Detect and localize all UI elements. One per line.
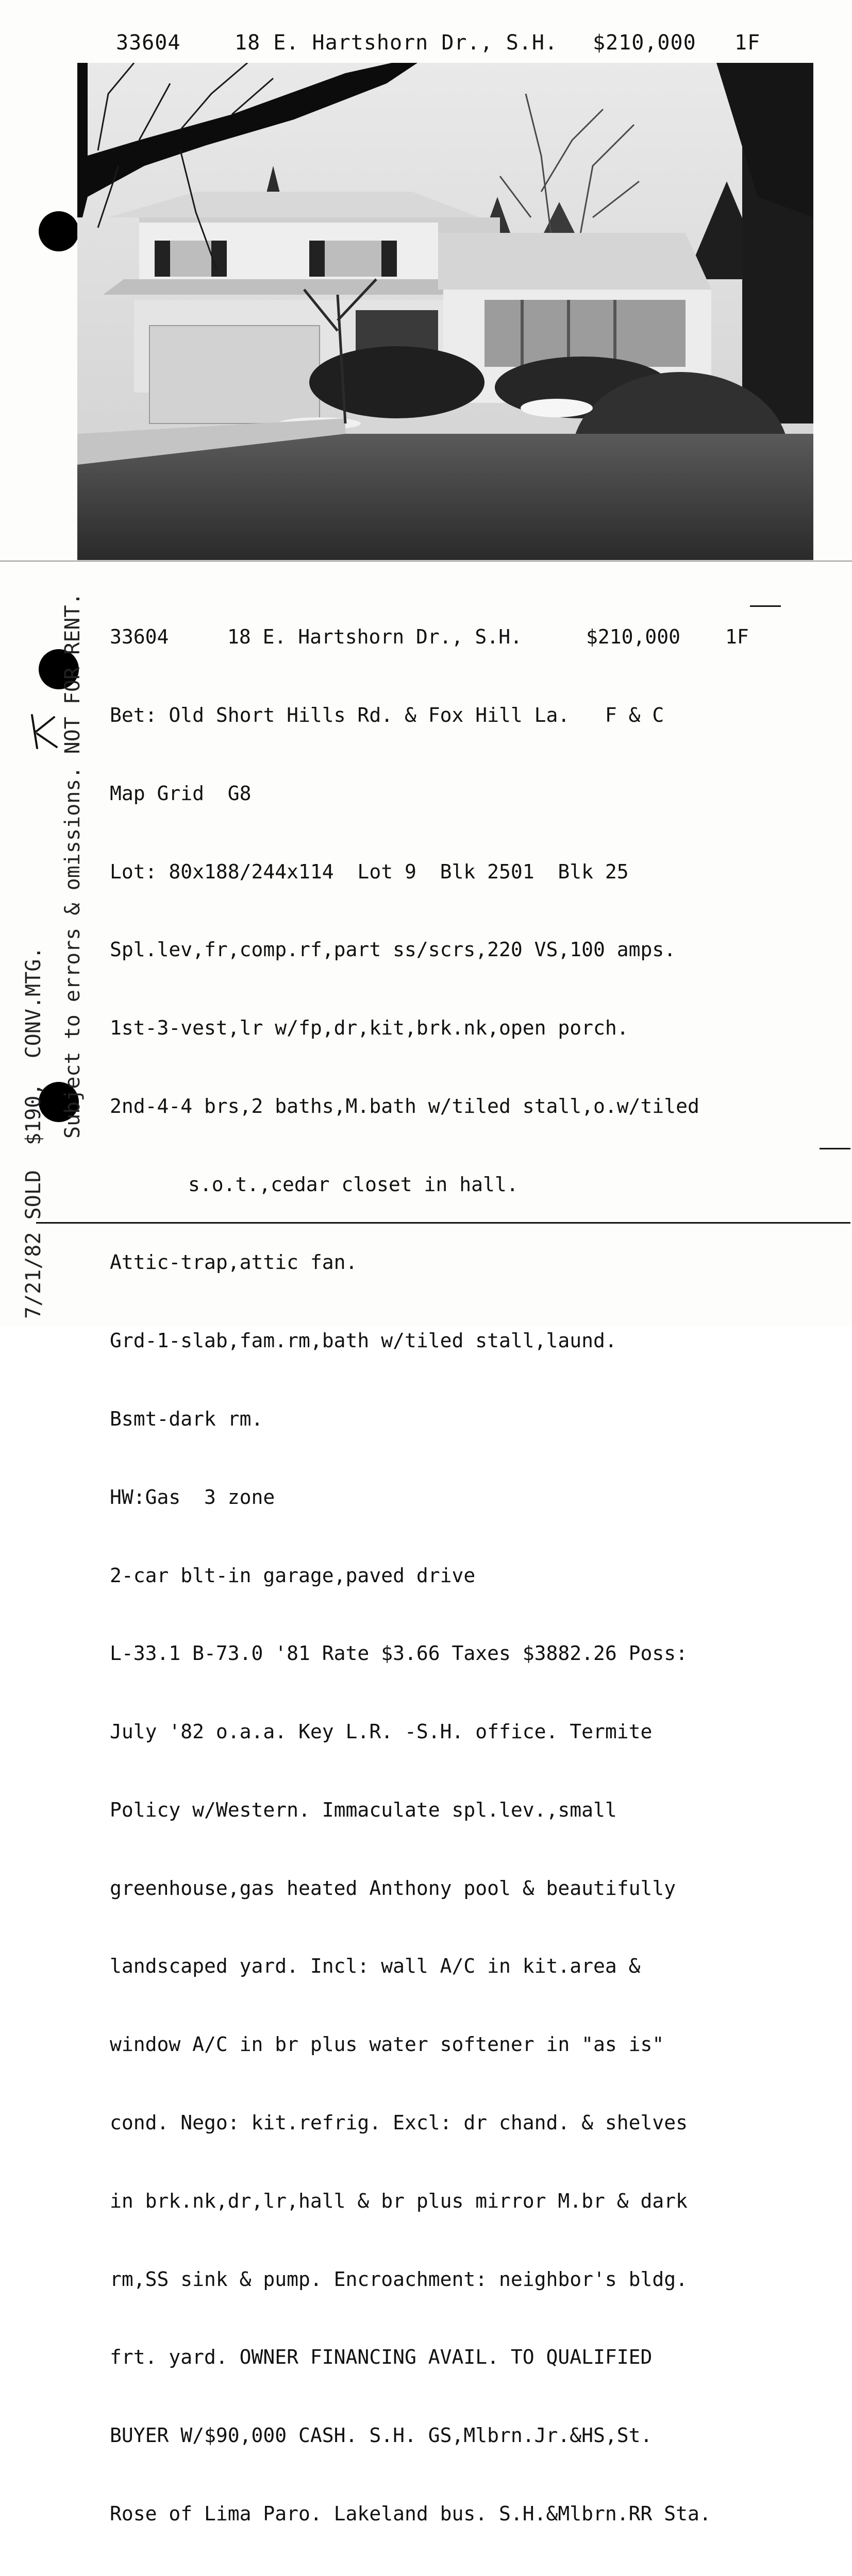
listing-line: Policy w/Western. Immaculate spl.lev.,small (110, 1798, 617, 1821)
card-cut-line (0, 561, 852, 562)
listing-line: Grd-1-slab,fam.rm,bath w/tiled stall,laund. (110, 1329, 617, 1352)
punch-hole-top (39, 211, 79, 251)
listing-line: Attic-trap,attic fan. (110, 1251, 358, 1274)
disclaimer-text: Subject to errors & omissions. NOT FOR RENT. (61, 592, 85, 1139)
listing-line: 2nd-4-4 brs,2 baths,M.bath w/tiled stall,o.w/tiled (110, 1094, 699, 1117)
top-mls-number: 33604 (116, 31, 181, 55)
listing-details (110, 572, 811, 2576)
listing-line: 1st-3-vest,lr w/fp,dr,kit,brk.nk,open porch. (110, 1016, 629, 1040)
listing-line: 2-car blt-in garage,paved drive (110, 1564, 476, 1587)
listing-line: Bsmt-dark rm. (110, 1408, 263, 1430)
listing-header-line (110, 624, 811, 650)
listing-line: cond. Nego: kit.refrig. Excl: dr chand. & shelves (110, 2111, 688, 2134)
listing-line: Rose of Lima Paro. Lakeland bus. S.H.&Mlbrn.RR Sta. (110, 2502, 711, 2525)
listing-line: HW:Gas 3 zone (110, 1485, 275, 1509)
handwritten-check-mark (26, 711, 62, 754)
listing-line: window A/C in br plus water softener in "as is" (110, 2033, 664, 2056)
listing-mls-number: 33604 (110, 625, 169, 649)
listing-line: in brk.nk,dr,lr,hall & br plus mirror M.br & dark (110, 2189, 688, 2212)
listing-line: Spl.lev,fr,comp.rf,part ss/scrs,220 VS,100 amps. (110, 938, 676, 961)
listing-line: landscaped yard. Incl: wall A/C in kit.area & (110, 1955, 641, 1978)
listing-price: $210,000 (586, 625, 681, 649)
footer-rule (36, 1222, 850, 1224)
listing-code: 1F (725, 625, 749, 649)
listing-line: Bet: Old Short Hills Rd. & Fox Hill La. F & C (110, 703, 664, 726)
listing-line: Lot: 80x188/244x114 Lot 9 Blk 2501 Blk 25 (110, 860, 629, 883)
sold-note: 7/21/82 SOLD $190, CONV.MTG. (22, 946, 45, 1319)
house-photo (77, 63, 813, 560)
edge-tick (750, 605, 781, 607)
top-price: $210,000 (593, 31, 696, 55)
listing-address: 18 E. Hartshorn Dr., S.H. (227, 625, 522, 649)
listing-line: rm,SS sink & pump. Encroachment: neighbor's bldg. (110, 2267, 688, 2291)
listing-line: greenhouse,gas heated Anthony pool & beautifully (110, 1876, 676, 1900)
listing-line: BUYER W/$90,000 CASH. S.H. GS,Mlbrn.Jr.&HS,St. (110, 2424, 653, 2447)
listing-line: July '82 o.a.a. Key L.R. -S.H. office. Termite (110, 1720, 653, 1743)
top-header (116, 31, 786, 57)
listing-line: s.o.t.,cedar closet in hall. (188, 1173, 519, 1196)
top-code: 1F (734, 31, 761, 55)
listing-line: L-33.1 B-73.0 '81 Rate $3.66 Taxes $3882.26 Poss: (110, 1642, 688, 1665)
top-address: 18 E. Hartshorn Dr., S.H. (235, 31, 558, 55)
listing-line: frt. yard. OWNER FINANCING AVAIL. TO QUALIFIED (110, 2346, 653, 2369)
edge-tick (820, 1148, 850, 1149)
listing-line: Map Grid G8 (110, 782, 252, 805)
